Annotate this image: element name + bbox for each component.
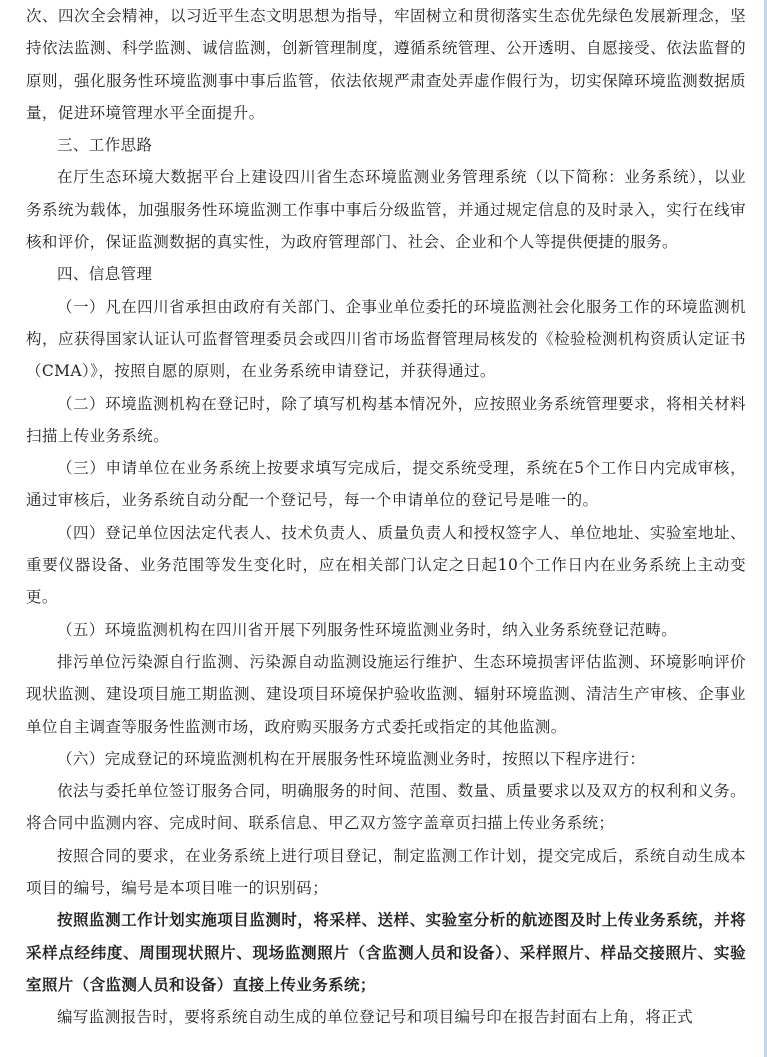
paragraph: （一）凡在四川省承担由政府有关部门、企事业单位委托的环境监测社会化服务工作的环境监测机构，应获得国家认证认可监督管理委员会或四川省市场监督管理局核发的《检验检测机构资质认定证书（CMA）》，按照自愿的原则，在业务系统申请登记，并获得通过。 — [26, 297, 746, 381]
paragraph: （三）申请单位在业务系统上按要求填写完成后，提交系统受理，系统在5个工作日内完成审核，通过审核后，业务系统自动分配一个登记号，每一个申请单位的登记号是唯一的。 — [26, 459, 746, 510]
paragraph: （四）登记单位因法定代表人、技术负责人、质量负责人和授权签字人、单位地址、实验室地址、重要仪器设备、业务范围等发生变化时，应在相关部门认定之日起10个工作日内在业务系统上主动变更。 — [26, 523, 746, 607]
paragraph: 按照监测工作计划实施项目监测时，将采样、送样、实验室分析的航迹图及时上传业务系统，并将采样点经纬度、周围现状照片、现场监测照片（含监测人员和设备）、采样照片、样品交接照片、实验室照片（含监测人员和设备）直接上传业务系统； — [26, 910, 746, 994]
paragraph: 依法与委托单位签订服务合同，明确服务的时间、范围、数量、质量要求以及双方的权利和义务。将合同中监测内容、完成时间、联系信息、甲乙双方签字盖章页扫描上传业务系统； — [26, 782, 746, 833]
section-heading: 三、工作思路 — [57, 136, 153, 155]
paragraph: 按照合同的要求，在业务系统上进行项目登记，制定监测工作计划，提交完成后，系统自动生成本项目的编号，编号是本项目唯一的识别码； — [26, 846, 746, 898]
paragraph: 次、四次全会精神，以习近平生态文明思想为指导，牢固树立和贯彻落实生态优先绿色发展新理念，坚持依法监测、科学监测、诚信监测，创新管理制度，遵循系统管理、公开透明、自愿接受、依法监督的原则，强化服务性环境监测事中事后监管，依法依规严肃查处弄虚作假行为，切实保障环境监测数据质量，促进环境管理水平全面提升。 — [26, 7, 746, 122]
paragraph: 排污单位污染源自行监测、污染源自动监测设施运行维护、生态环境损害评估监测、环境影响评价现状监测、建设项目施工期监测、建设项目环境保护验收监测、辐射环境监测、清洁生产审核、企事业单位自主调查等服务性监测市场，政府购买服务方式委托或指定的其他监测。 — [26, 652, 746, 736]
paragraph: （二）环境监测机构在登记时，除了填写机构基本情况外，应按照业务系统管理要求，将相关材料扫描上传业务系统。 — [26, 394, 746, 445]
paragraph: （五）环境监测机构在四川省开展下列服务性环境监测业务时，纳入业务系统登记范畴。 — [57, 620, 678, 639]
document-body — [26, 0, 746, 1033]
paragraph: 在厅生态环境大数据平台上建设四川省生态环境监测业务管理系统（以下简称：业务系统），以业务系统为载体，加强服务性环境监测工作事中事后分级监管，并通过规定信息的及时录入，实行在线审核和评价，保证监测数据的真实性，为政府管理部门、社会、企业和个人等提供便捷的服务。 — [26, 168, 746, 252]
paragraph: （六）完成登记的环境监测机构在开展服务性环境监测业务时，按照以下程序进行： — [57, 749, 646, 768]
section-heading: 四、信息管理 — [57, 265, 153, 284]
paragraph: 编写监测报告时，要将系统自动生成的单位登记号和项目编号印在报告封面右上角，将正式 — [57, 1008, 694, 1027]
